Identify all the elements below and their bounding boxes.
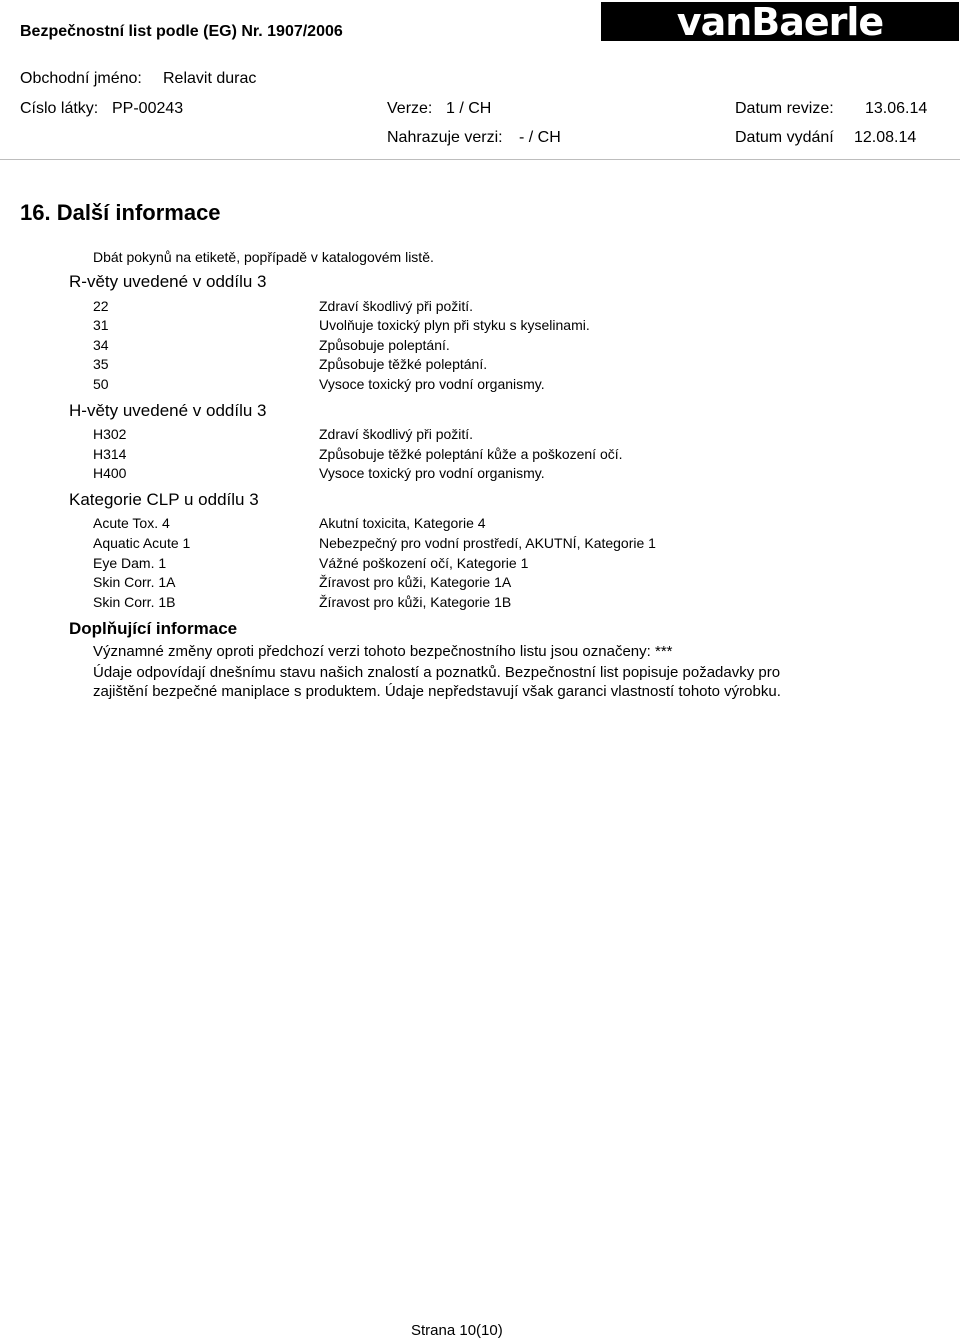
r-row-code: 50 (93, 376, 109, 392)
header-divider (0, 159, 960, 160)
r-row-text: Vysoce toxický pro vodní organismy. (319, 376, 545, 392)
version-value: 1 / CH (446, 100, 492, 117)
page-number: Strana 10(10) (411, 1322, 503, 1339)
r-phrases-heading: R-věty uvedené v oddílu 3 (69, 272, 267, 291)
r-row-text: Způsobuje těžké poleptání. (319, 356, 488, 372)
h-row-text: Způsobuje těžké poleptání kůže a poškození očí. (319, 446, 623, 462)
additional-info-line: Významné změny oproti předchozí verzi tohoto bezpečnostního listu jsou označeny: *** (93, 643, 673, 660)
revision-date-value: 13.06.14 (865, 100, 928, 117)
additional-info-heading: Doplňující informace (69, 619, 238, 638)
version-label: Verze: (387, 100, 433, 117)
r-row-code: 31 (93, 317, 109, 333)
r-row-code: 22 (93, 298, 109, 314)
h-row-code: H400 (93, 465, 127, 481)
r-row-text: Způsobuje poleptání. (319, 337, 450, 353)
clp-heading: Kategorie CLP u oddílu 3 (69, 490, 259, 509)
h-row-text: Vysoce toxický pro vodní organismy. (319, 465, 545, 481)
clp-row-code: Aquatic Acute 1 (93, 535, 191, 551)
substance-number-label: Císlo látky: (20, 100, 99, 117)
clp-row-text: Žíravost pro kůži, Kategorie 1A (319, 574, 512, 590)
issue-date-label: Datum vydání (735, 129, 834, 146)
vanbaerle-logo (601, 0, 959, 44)
intro-text: Dbát pokynů na etiketě, popřípadě v katalogovém listě. (93, 249, 434, 265)
clp-row-code: Skin Corr. 1A (93, 574, 176, 590)
additional-info-line: Údaje odpovídají dnešnímu stavu našich znalostí a poznatků. Bezpečnostní list popisuje požadavky pro (93, 664, 781, 681)
revision-date-label: Datum revize: (735, 100, 834, 117)
clp-row-code: Eye Dam. 1 (93, 555, 167, 571)
clp-row-text: Vážné poškození očí, Kategorie 1 (319, 555, 529, 571)
additional-info-line: zajištění bezpečné maniplace s produktem. Údaje nepředstavují však garanci vlastností tohoto výrobku. (93, 683, 781, 700)
document-title: Bezpečnostní list podle (EG) Nr. 1907/2006 (20, 23, 343, 40)
issue-date-value: 12.08.14 (854, 129, 917, 146)
clp-row-code: Acute Tox. 4 (93, 515, 170, 531)
replaces-version-label: Nahrazuje verzi: (387, 129, 503, 146)
clp-row-text: Nebezpečný pro vodní prostředí, AKUTNÍ, Kategorie 1 (319, 535, 656, 551)
clp-row-code: Skin Corr. 1B (93, 594, 176, 610)
replaces-version-value: - / CH (519, 129, 561, 146)
r-row-code: 35 (93, 356, 109, 372)
h-row-code: H302 (93, 426, 127, 442)
h-row-code: H314 (93, 446, 127, 462)
h-phrases-heading: H-věty uvedené v oddílu 3 (69, 401, 267, 420)
logo-text: vanBaerle (676, 0, 884, 44)
r-row-code: 34 (93, 337, 109, 353)
h-row-text: Zdraví škodlivý při požití. (319, 426, 474, 442)
trade-name-value: Relavit durac (163, 70, 257, 87)
substance-number-value: PP-00243 (112, 100, 184, 117)
clp-row-text: Žíravost pro kůži, Kategorie 1B (319, 594, 512, 610)
section-heading: 16. Další informace (20, 200, 221, 225)
clp-row-text: Akutní toxicita, Kategorie 4 (319, 515, 486, 531)
trade-name-label: Obchodní jméno: (20, 70, 142, 87)
r-row-text: Uvolňuje toxický plyn při styku s kyselinami. (319, 317, 590, 333)
r-row-text: Zdraví škodlivý při požití. (319, 298, 474, 314)
